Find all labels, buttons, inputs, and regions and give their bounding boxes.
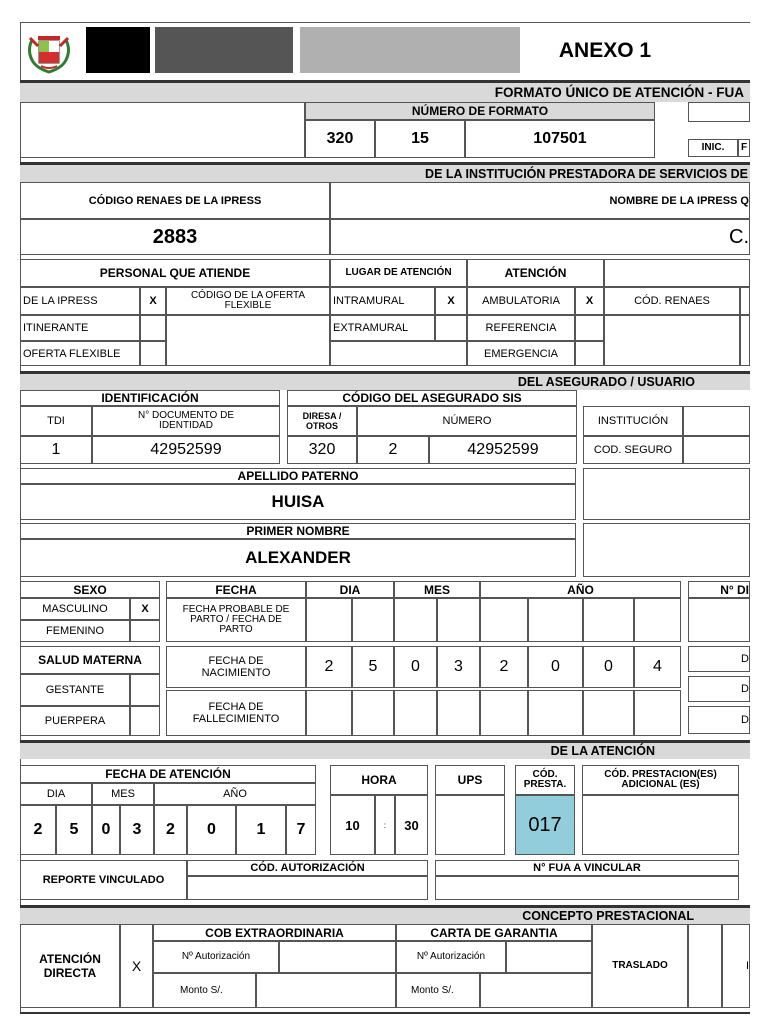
codigo-sis-title: CÓDIGO DEL ASEGURADO SIS: [287, 390, 577, 406]
fecha-parto-label: FECHA PROBABLE DE PARTO / FECHA DE PARTO: [166, 598, 306, 642]
puerpera-label: PUERPERA: [20, 706, 130, 736]
renaes-label: CÓDIGO RENAES DE LA IPRESS: [20, 182, 330, 219]
cob-extra-title: COB EXTRAORDINARIA: [153, 924, 396, 941]
fecha-title: FECHA: [166, 581, 306, 598]
fecha-atencion-mes: MES: [92, 783, 154, 805]
fallecimiento-digit[interactable]: [437, 690, 480, 736]
atencion-date-digit: 7: [286, 805, 316, 855]
header-block-gray: [155, 27, 293, 73]
adicional-title: CÓD. PRESTACION(ES) ADICIONAL (ES): [582, 765, 739, 795]
atencion-directa-check[interactable]: X: [120, 924, 153, 1008]
doc-label: N° DOCUMENTO DE IDENTIDAD: [92, 406, 280, 436]
tdi-label: TDI: [20, 406, 92, 436]
parto-digit[interactable]: [306, 598, 352, 642]
nacimiento-digit: 4: [634, 646, 681, 688]
mes-title: MES: [394, 581, 480, 598]
ambulatoria-check[interactable]: X: [575, 287, 604, 315]
blank-cell: [688, 598, 750, 642]
cod-seguro-field[interactable]: [683, 436, 750, 464]
autorizacion-title: CÓD. AUTORIZACIÓN: [187, 860, 428, 876]
puerpera-check[interactable]: [130, 706, 160, 736]
blank-cell: [740, 287, 750, 315]
fallecimiento-digit[interactable]: [583, 690, 634, 736]
carta-monto-label: Monto S/.: [396, 973, 480, 1008]
nacimiento-digit: 0: [394, 646, 437, 688]
fallecimiento-digit[interactable]: [480, 690, 528, 736]
nacimiento-digit: 3: [437, 646, 480, 688]
atencion-date-digit: 3: [120, 805, 154, 855]
numero-part-1: 2: [357, 436, 429, 464]
numero-formato-label: NÚMERO DE FORMATO: [305, 102, 655, 120]
oferta-flexible-code-label: CÓDIGO DE LA OFERTA FLEXIBLE: [166, 287, 330, 315]
extramural-check[interactable]: [435, 315, 467, 341]
apellido-label: APELLIDO PATERNO: [20, 468, 576, 484]
ipress-section-header: DE LA INSTITUCIÓN PRESTADORA DE SERVICIOS DE: [20, 165, 750, 182]
referencia-check[interactable]: [575, 315, 604, 341]
fecha-atencion-title: FECHA DE ATENCIÓN: [20, 765, 316, 783]
parto-digit[interactable]: [528, 598, 583, 642]
personal-title: PERSONAL QUE ATIENDE: [20, 259, 330, 287]
side-label-1: D: [688, 646, 750, 672]
side-label-2: D: [688, 676, 750, 702]
institucion-label: INSTITUCIÓN: [583, 406, 683, 436]
institucion-field[interactable]: [683, 406, 750, 436]
salud-materna-title: SALUD MATERNA: [20, 646, 160, 674]
referencia-label: REFERENCIA: [467, 315, 575, 341]
atencion-date-digit: 0: [187, 805, 236, 855]
ups-title: UPS: [435, 765, 505, 795]
atencion-date-digit: 5: [56, 805, 92, 855]
parto-digit[interactable]: [480, 598, 528, 642]
atencion-section-header: DE LA ATENCIÓN: [20, 743, 750, 759]
nacimiento-digit: 2: [480, 646, 528, 688]
peru-coat-of-arms-icon: [24, 30, 74, 76]
itinerante-label: ITINERANTE: [20, 315, 140, 341]
fecha-atencion-anio: AÑO: [154, 783, 316, 805]
blank-cell: [604, 259, 750, 287]
atencion-directa-label: ATENCIÓN DIRECTA: [20, 924, 120, 1008]
concepto-partial: I: [722, 924, 750, 1008]
fecha-nacimiento-label: FECHA DE NACIMIENTO: [166, 646, 306, 688]
lugar-title: LUGAR DE ATENCIÓN: [330, 259, 467, 287]
fallecimiento-digit[interactable]: [352, 690, 394, 736]
extramural-label: EXTRAMURAL: [330, 315, 435, 341]
dia-title: DIA: [306, 581, 394, 598]
nombre-label: PRIMER NOMBRE: [20, 523, 576, 539]
identificacion-title: IDENTIFICACIÓN: [20, 390, 280, 406]
oferta-flexible-code-field[interactable]: [166, 315, 330, 366]
fallecimiento-digit[interactable]: [394, 690, 437, 736]
itinerante-check[interactable]: [140, 315, 166, 341]
nacimiento-digit: 5: [352, 646, 394, 688]
atencion-date-digit: 1: [236, 805, 286, 855]
carta-garantia-title: CARTA DE GARANTIA: [396, 924, 592, 941]
fallecimiento-digit[interactable]: [306, 690, 352, 736]
hora-title: HORA: [330, 765, 428, 795]
tdi-value: 1: [20, 436, 92, 464]
fecha-fallecimiento-label: FECHA DE FALLECIMIENTO: [166, 690, 306, 736]
cob-monto-field[interactable]: [256, 973, 396, 1008]
traslado-label: TRASLADO: [592, 924, 688, 1008]
autorizacion-field[interactable]: [187, 876, 428, 900]
header-block-light: [300, 27, 520, 73]
fallecimiento-digit[interactable]: [634, 690, 681, 736]
cod-renaes-field[interactable]: [604, 315, 740, 366]
femenino-label: FEMENINO: [20, 620, 130, 642]
side-label-3: D: [688, 706, 750, 734]
cob-monto-label: Monto S/.: [153, 973, 256, 1008]
nombre-ipress-value: C.: [330, 219, 750, 255]
parto-digit[interactable]: [394, 598, 437, 642]
parto-digit[interactable]: [583, 598, 634, 642]
gestante-label: GESTANTE: [20, 674, 130, 706]
cod-presta-title: CÓD. PRESTA.: [515, 765, 575, 795]
blank-cell: [583, 468, 750, 520]
atencion-date-digit: 0: [92, 805, 120, 855]
cod-presta-value: 017: [515, 795, 575, 855]
nd-title: N° DI: [688, 581, 750, 598]
parto-digit[interactable]: [634, 598, 681, 642]
reporte-vinculado-label: REPORTE VINCULADO: [20, 860, 187, 900]
carta-monto-field[interactable]: [480, 973, 592, 1008]
anio-title: AÑO: [480, 581, 681, 598]
ups-field[interactable]: [435, 795, 505, 855]
documento-value: 42952599: [92, 436, 280, 464]
oferta-flexible-check[interactable]: [140, 341, 166, 366]
page-title: ANEXO 1: [558, 39, 652, 62]
de-la-ipress-check[interactable]: X: [140, 287, 166, 315]
formato-part-3: 107501: [465, 120, 655, 158]
fua-vincular-title: N° FUA A VINCULAR: [435, 860, 739, 876]
blank-cell: [688, 102, 750, 122]
inic-partial: F: [738, 139, 750, 157]
blank-cell: [20, 102, 305, 158]
header-block-black: [86, 27, 150, 73]
diresa-value: 320: [287, 436, 357, 464]
concepto-section-header: CONCEPTO PRESTACIONAL: [20, 908, 750, 924]
blank-cell: [740, 315, 750, 366]
cod-seguro-label: COD. SEGURO: [583, 436, 683, 464]
top-rule: [20, 22, 750, 23]
masculino-check[interactable]: X: [130, 598, 160, 620]
masculino-label: MASCULINO: [20, 598, 130, 620]
nacimiento-digit: 0: [528, 646, 583, 688]
hora-m: 30: [395, 795, 428, 855]
nombre-value: ALEXANDER: [20, 539, 576, 577]
numero-label: NÚMERO: [357, 406, 577, 436]
adicional-field[interactable]: [582, 795, 739, 855]
ambulatoria-label: AMBULATORIA: [467, 287, 575, 315]
inic-label: INIC.: [688, 139, 738, 157]
nombre-ipress-label: NOMBRE DE LA IPRESS Q: [330, 182, 750, 219]
atencion-title: ATENCIÓN: [467, 259, 604, 287]
emergencia-check[interactable]: [575, 341, 604, 366]
bottom-rule: [20, 1012, 750, 1014]
blank-cell: [583, 523, 750, 577]
atencion-date-digit: 2: [154, 805, 187, 855]
cod-renaes-label: CÓD. RENAES: [604, 287, 740, 315]
de-la-ipress-label: DE LA IPRESS: [20, 287, 140, 315]
gestante-check[interactable]: [130, 674, 160, 706]
nacimiento-digit: 0: [583, 646, 634, 688]
fua-vincular-field[interactable]: [435, 876, 739, 900]
parto-digit[interactable]: [352, 598, 394, 642]
femenino-check[interactable]: [130, 620, 160, 642]
traslado-check[interactable]: [688, 924, 722, 1008]
hora-h: 10: [330, 795, 375, 855]
apellido-value: HUISA: [20, 484, 576, 520]
oferta-flexible-label: OFERTA FLEXIBLE: [20, 341, 140, 366]
hora-sep: :: [375, 795, 395, 855]
carta-n-autorizacion-label: Nº Autorización: [396, 941, 506, 973]
intramural-label: INTRAMURAL: [330, 287, 435, 315]
nacimiento-digit: 2: [306, 646, 352, 688]
blank-cell: [330, 341, 467, 366]
intramural-check[interactable]: X: [435, 287, 467, 315]
fecha-atencion-dia: DIA: [20, 783, 92, 805]
form-subtitle: FORMATO ÚNICO DE ATENCIÓN - FUA: [20, 83, 750, 102]
parto-digit[interactable]: [437, 598, 480, 642]
emergencia-label: EMERGENCIA: [467, 341, 575, 366]
atencion-date-digit: 2: [20, 805, 56, 855]
cob-n-autorizacion-label: Nº Autorización: [153, 941, 279, 973]
carta-n-autorizacion-field[interactable]: [506, 941, 592, 973]
asegurado-section-header: DEL ASEGURADO / USUARIO: [20, 374, 750, 390]
diresa-label: DIRESA / OTROS: [287, 406, 357, 436]
cob-n-autorizacion-field[interactable]: [279, 941, 396, 973]
fallecimiento-digit[interactable]: [528, 690, 583, 736]
formato-part-2: 15: [375, 120, 465, 158]
numero-part-2: 42952599: [429, 436, 577, 464]
sexo-title: SEXO: [20, 581, 160, 598]
renaes-value: 2883: [20, 219, 330, 255]
formato-part-1: 320: [305, 120, 375, 158]
